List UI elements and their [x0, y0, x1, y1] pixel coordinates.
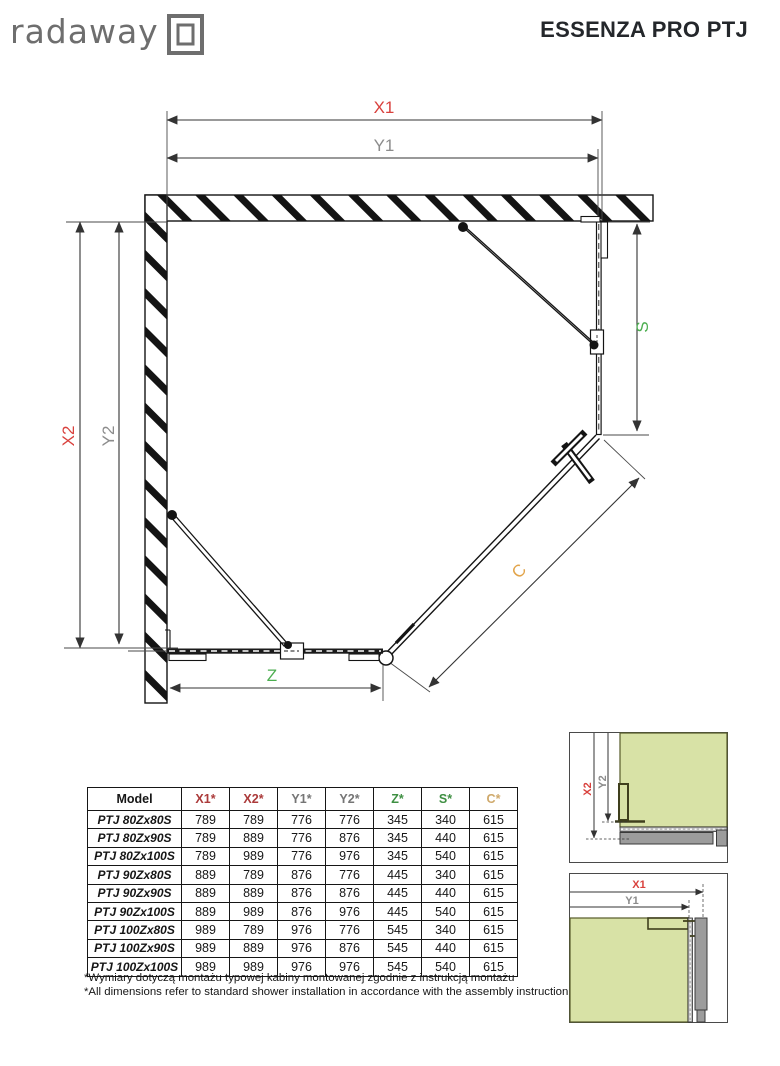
value-cell: 440	[422, 829, 470, 847]
value-cell: 776	[278, 811, 326, 829]
glass-area	[620, 733, 727, 827]
glass-area	[570, 918, 688, 1022]
dim-label-y1: Y1	[373, 136, 395, 155]
column-header: Z*	[374, 788, 422, 811]
value-cell: 340	[422, 866, 470, 884]
wall-bracket-profile	[648, 918, 688, 929]
value-cell: 976	[326, 902, 374, 920]
dim-label-y2: Y2	[99, 425, 118, 447]
spec-table	[87, 787, 518, 977]
value-cell: 776	[326, 866, 374, 884]
footnotes	[84, 972, 568, 999]
value-cell: 540	[422, 847, 470, 865]
value-cell: 776	[278, 829, 326, 847]
model-cell: PTJ 90Zx90S	[88, 884, 182, 902]
value-cell: 445	[374, 902, 422, 920]
value-cell: 989	[182, 939, 230, 957]
dim-label-x1: X1	[373, 98, 395, 117]
value-cell: 876	[326, 939, 374, 957]
value-cell: 976	[278, 921, 326, 939]
footnote-pl: *Wymiary dotyczą montażu typowej kabiny montowanej zgodnie z instrukcją montażu	[84, 972, 515, 984]
table-row	[88, 847, 518, 865]
detail-section-x1-y1	[569, 873, 728, 1023]
column-header: C*	[470, 788, 518, 811]
value-cell: 876	[326, 884, 374, 902]
dim-label-c: C	[507, 560, 531, 583]
dim-label-s: S	[633, 321, 652, 333]
table-row	[88, 884, 518, 902]
wall-profile	[695, 918, 707, 1010]
value-cell: 776	[326, 811, 374, 829]
value-cell: 615	[470, 902, 518, 920]
detail-label-x2: X2	[582, 782, 594, 796]
value-cell: 789	[230, 921, 278, 939]
footnote-en: *All dimensions refer to standard shower installation in accordance with the assembly instruction	[84, 985, 569, 998]
model-cell: PTJ 90Zx100S	[88, 902, 182, 920]
value-cell: 340	[422, 811, 470, 829]
value-cell: 889	[182, 884, 230, 902]
value-cell: 789	[230, 866, 278, 884]
logo-text: radaway	[10, 12, 159, 51]
value-cell: 989	[182, 958, 230, 976]
value-cell: 540	[422, 902, 470, 920]
value-cell: 615	[470, 829, 518, 847]
detail-label-y2: Y2	[597, 775, 609, 789]
page-title: ESSENZA PRO PTJ	[540, 17, 748, 42]
column-header: Model	[88, 788, 182, 811]
hatched-wall-left	[145, 195, 167, 703]
value-cell: 440	[422, 939, 470, 957]
dim-label-z: Z	[266, 666, 278, 685]
table-row	[88, 811, 518, 829]
value-cell: 615	[470, 847, 518, 865]
fixed-panel-right	[581, 217, 608, 435]
detail-label-y1: Y1	[625, 895, 639, 907]
wall-profile	[620, 833, 713, 845]
value-cell: 776	[278, 847, 326, 865]
value-cell: 876	[278, 884, 326, 902]
model-cell: PTJ 100Zx80S	[88, 921, 182, 939]
column-header: Y2*	[326, 788, 374, 811]
table-row	[88, 921, 518, 939]
value-cell: 876	[326, 829, 374, 847]
table-row	[88, 902, 518, 920]
value-cell: 989	[182, 921, 230, 939]
table-header-row	[88, 788, 518, 811]
hatched-wall-top	[145, 195, 653, 221]
value-cell: 889	[230, 829, 278, 847]
column-header: X1*	[182, 788, 230, 811]
value-cell: 789	[230, 811, 278, 829]
value-cell: 989	[230, 958, 278, 976]
model-cell: PTJ 80Zx80S	[88, 811, 182, 829]
value-cell: 615	[470, 958, 518, 976]
table-row	[88, 939, 518, 957]
value-cell: 615	[470, 811, 518, 829]
value-cell: 440	[422, 884, 470, 902]
model-cell: PTJ 90Zx80S	[88, 866, 182, 884]
spec-table-body	[88, 811, 518, 977]
value-cell: 545	[374, 939, 422, 957]
value-cell: 876	[278, 866, 326, 884]
wall-bracket-profile	[619, 784, 628, 820]
dim-label-x2: X2	[59, 425, 78, 447]
model-cell: PTJ 100Zx100S	[88, 958, 182, 976]
model-cell: PTJ 80Zx90S	[88, 829, 182, 847]
value-cell: 889	[182, 866, 230, 884]
value-cell: 615	[470, 866, 518, 884]
value-cell: 976	[278, 958, 326, 976]
model-cell: PTJ 80Zx100S	[88, 847, 182, 865]
value-cell: 345	[374, 811, 422, 829]
table-row	[88, 829, 518, 847]
value-cell: 615	[470, 884, 518, 902]
support-bar-bottom	[167, 510, 292, 649]
value-cell: 889	[230, 884, 278, 902]
value-cell: 545	[374, 921, 422, 939]
value-cell: 976	[326, 958, 374, 976]
value-cell: 789	[182, 811, 230, 829]
value-cell: 989	[230, 902, 278, 920]
value-cell: 345	[374, 847, 422, 865]
value-cell: 889	[182, 902, 230, 920]
value-cell: 615	[470, 921, 518, 939]
value-cell: 445	[374, 866, 422, 884]
value-cell: 976	[278, 939, 326, 957]
column-header: Y1*	[278, 788, 326, 811]
model-cell: PTJ 100Zx90S	[88, 939, 182, 957]
value-cell: 340	[422, 921, 470, 939]
value-cell: 776	[326, 921, 374, 939]
column-header: S*	[422, 788, 470, 811]
value-cell: 345	[374, 829, 422, 847]
value-cell: 789	[182, 829, 230, 847]
value-cell: 445	[374, 884, 422, 902]
table-row	[88, 866, 518, 884]
value-cell: 989	[230, 847, 278, 865]
value-cell: 540	[422, 958, 470, 976]
value-cell: 889	[230, 939, 278, 957]
value-cell: 876	[278, 902, 326, 920]
detail-section-x2-y2	[569, 732, 728, 863]
value-cell: 976	[326, 847, 374, 865]
support-bar-top	[458, 222, 599, 350]
spec-table-head	[88, 788, 518, 811]
detail-label-x1: X1	[632, 879, 646, 891]
column-header: X2*	[230, 788, 278, 811]
value-cell: 789	[182, 847, 230, 865]
value-cell: 545	[374, 958, 422, 976]
value-cell: 615	[470, 939, 518, 957]
